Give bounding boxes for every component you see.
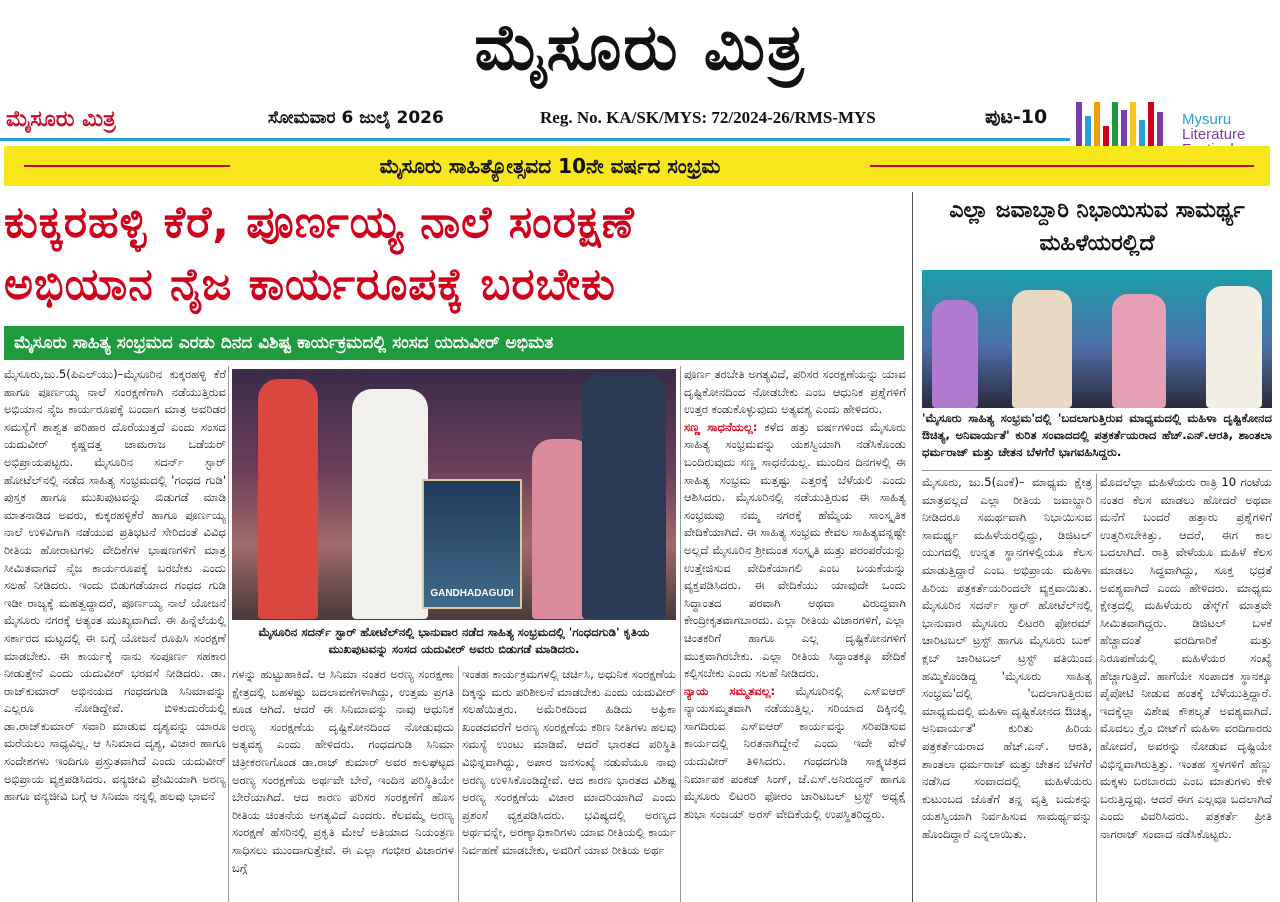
festival-logo-line2: Literature (1182, 126, 1246, 143)
article-subheading: ಸಣ್ಣ ಸಾಧನೆಯಲ್ಲ: (684, 419, 758, 434)
newspaper-title: ಮೈಸೂರು ಮಿತ್ರ (474, 10, 806, 85)
main-headline (4, 192, 904, 318)
main-article-column-1 (4, 366, 226, 902)
section-banner (4, 146, 1270, 186)
person-figure (932, 300, 978, 408)
book-cover-poster (422, 479, 522, 609)
side-article-column-2 (1100, 474, 1272, 902)
column-divider (458, 666, 459, 902)
person-figure (1112, 294, 1166, 408)
article-text: ಇಂತಹ ಕಾರ್ಯಕ್ರಮಗಳಲ್ಲಿ ಚರ್ಚಿಸಿ, ಅಧುನಿಕ ಸಂರಕ್ಷಣೆಯ ದಿಕ್ಕನ್ನು ಮರು ಪರಿಶೀಲನೆ ಮಾಡಬೇಕು ಎಂದು ಯದುವೀರ್ ಸಲಹೆಯಿತ್ತರು. ಅಮೆರಿಕದಿಂದ ಹಿಡಿದು ಅಫ್ರಿಕಾ ಖಂಡದವರೆಗೆ ಅರಣ್ಯ ಸಂರಕ್ಷಣೆಯ ಕಠಿಣ ನೀತಿಗಳು ಹಲವು ಸಮಸ್ಯೆ ಉಂಟು ಮಾಡಿವೆ. ಆದರೆ ಭಾರತದ ಪರಿಸ್ಥಿತಿ ವಿಭಿನ್ನವಾಗಿದ್ದು, ಅಪಾರ ಜನಸಂಖ್ಯೆ ನಡುವೆಯೂ ನಾವು ಅರಣ್ಯ ಉಳಿಸಿಕೊಂಡಿದ್ದೇವೆ. ಆದ ಕಾರಣ ಭಾರತದ ವಿಶಿಷ್ಟ ಅರಣ್ಯ ಸಂರಕ್ಷಣೆಯ ವಿಚಾರ ಮಾದರಿಯಾಗಿದೆ ಎಂದು ಪ್ರಶಂಸೆ ವ್ಯಕ್ತಪಡಿಸಿದರು. ಭವಿಷ್ಯದಲ್ಲಿ ಅರಣ್ಯದ ಅರ್ಥವನ್ನೇ, ಅರಣ್ಯಾಧಿಕಾರಿಗಳು ಯಾವ ರೀತಿಯಲ್ಲಿ ಕಾರ್ಯ ನಿರ್ವಹಣೆ ಮಾಡಬೇಕು, ಅವರಿಗೆ ಯಾವ ರೀತಿಯ ಅರ್ಥ (462, 667, 676, 857)
column-divider (1096, 474, 1097, 902)
article-text: ಪೂರ್ಣ ತರಬೇತಿ ಅಗತ್ಯವಿದೆ, ಪರಿಸರ ಸಂರಕ್ಷಣೆಯನ್ನು ಯಾವ ದೃಷ್ಟಿಕೋನದಿಂದ ನೋಡಬೇಕು ಎಂಬ ಆಧುನಿಕ ಪ್ರಶ್ನೆಗಳಿಗೆ ಉತ್ತರ ಕಂಡುಕೊಳ್ಳುವುದು ಅತ್ಯವಶ್ಯ ಎಂದು ಹೇಳಿದರು. (684, 367, 906, 417)
masthead (0, 0, 1280, 100)
column-divider (680, 366, 681, 902)
subheadline: ಮೈಸೂರು ಸಾಹಿತ್ಯ ಸಂಭ್ರಮದ ಎರಡು ದಿನದ ವಿಶಿಷ್ಟ ಕಾರ್ಯಕ್ರಮದಲ್ಲಿ ಸಂಸದ ಯದುವೀರ್ ಅಭಿಮತ (4, 326, 904, 360)
main-article-column-4 (684, 366, 906, 902)
small-logo: ಮೈಸೂರು ಮಿತ್ರ (6, 106, 116, 132)
article-text: ಕಳೆದ ಹತ್ತು ವರ್ಷಗಳಿಂದ ಮೈಸೂರು ಸಾಹಿತ್ಯ ಸಂಭ್ರಮವನ್ನು ಯಶಸ್ವಿಯಾಗಿ ನಡೆಸಿಕೊಂಡು ಬಂದಿರುವುದು ಸಣ್ಣ ಸಾಧನೆಯಲ್ಲ. ಮುಂದಿನ ದಿನಗಳಲ್ಲಿ ಈ ಸಾಹಿತ್ಯ ಸಂಭ್ರಮ ಮತ್ತಷ್ಟು ಎತ್ತರಕ್ಕೆ ಬೆಳೆಯಲಿ ಎಂದು ಆಶಿಸಿದರು. ಮೈಸೂರಿನಲ್ಲಿ ನಡೆಯುತ್ತಿರುವ ಈ ಸಾಹಿತ್ಯ ಸಂಭ್ರಮವು ನಮ್ಮ ನಗರಕ್ಕೆ ಹೆಮ್ಮೆಯ ಸಾಂಸ್ಕೃತಿಕ ವೇದಿಕೆಯಾಗಿದೆ. ಈ ಸಾಹಿತ್ಯ ಸಂಭ್ರಮ ಕೇವಲ ಸಾಹಿತ್ಯವನ್ನಷ್ಟೇ ಅಲ್ಲದೆ ಮೈಸೂರಿನ ಶ್ರೀಮಂತ ಸಂಸ್ಕೃತಿ ಮತ್ತು ಪರಂಪರೆಯನ್ನು ಉತ್ತೇಜಿಸುವ ವೇದಿಕೆಯಾಗಲಿ ಎಂಬ ಬಯಕೆಯನ್ನು ವ್ಯಕ್ತಪಡಿಸಿದರು. ಈ ವೇದಿಕೆಯು ಯಾವುದೇ ಒಂದು ಸಿದ್ಧಾಂತದ ಪರವಾಗಿ ಅಥವಾ ವಿರುದ್ಧವಾಗಿ ಕೇಂದ್ರೀಕೃತವಾಗಬಾರದು. ಎಲ್ಲಾ ರೀತಿಯ ವಿಚಾರಗಳಿಗೆ, ಎಲ್ಲಾ ಚಿಂತಕರಿಗೆ ಹಾಗೂ ಎಲ್ಲ ದೃಷ್ಟಿಕೋನಗಳಿಗೆ ಮುಕ್ತವಾಗಿರಬೇಕು. ಎಲ್ಲಾ ರೀತಿಯ ಸಿದ್ಧಾಂತಕ್ಕೂ ವೇದಿಕೆ ಕಲ್ಪಿಸಬೇಕು ಎಂದು ಸಲಹೆ ನೀಡಿದರು. (684, 419, 906, 681)
event-photo (232, 369, 676, 620)
main-article-column-2 (232, 666, 454, 902)
person-figure (1206, 286, 1262, 408)
photo-caption: ಮೈಸೂರಿನ ಸದರ್ನ್ ಸ್ಟಾರ್ ಹೋಟೆಲ್‌ನಲ್ಲಿ ಭಾನುವಾರ ನಡೆದ ಸಾಹಿತ್ಯ ಸಂಭ್ರಮದಲ್ಲಿ 'ಗಂಧದಗುಡಿ' ಕೃತಿಯ ಮುಖಪುಟವನ್ನು ಸಂಸದ ಯದುವೀರ್ ಅವರು ಬಿಡುಗಡೆ ಮಾಡಿದರು. (258, 625, 650, 656)
person-figure (352, 389, 428, 619)
issue-date: ಸೋಮವಾರ 6 ಜುಲೈ 2026 (268, 108, 444, 128)
article-text: ಮೊದಲೆಲ್ಲಾ ಮಹಿಳೆಯರು ರಾತ್ರಿ 10 ಗಂಟೆಯ ನಂತರ ಕೆಲಸ ಮಾಡಲು ಹೋದರೆ ಅಥವಾ ಮನೆಗೆ ಬಂದರೆ ಹತ್ತಾರು ಪ್ರಶ್ನೆಗಳಿಗೆ ಉತ್ತರಿಸಬೇಕಿತ್ತು. ಆದರೆ, ಈಗ ಕಾಲ ಬದಲಾಗಿದೆ. ರಾತ್ರಿ ವೇಳೆಯೂ ಮಹಿಳೆ ಕೆಲಸ ಮಾಡಲು ಸಿದ್ಧವಾಗಿದ್ದು, ಸೂಕ್ತ ಭದ್ರತೆ ಅವಶ್ಯವಾಗಿದೆ ಎಂದು ಹೇಳಿದರು. ಮಾಧ್ಯಮ ಕ್ಷೇತ್ರದಲ್ಲಿ ಮಹಿಳೆಯರು ಡೆಸ್ಕ್‌ಗೆ ಮಾತ್ರವೇ ಸೀಮಿತವಾಗಿದ್ದರು. ಡಿಜಿಟಲ್ ಬಳಕೆ ಹೆಚ್ಚಾದಂತೆ ವರದಿಗಾರಿಕೆ ಮತ್ತು ನಿರೂಪಣೆಯಲ್ಲಿ ಮಹಿಳೆಯರ ಸಂಖ್ಯೆ ಹೆಚ್ಚಾಗುತ್ತಿದೆ. ಹಾಗೆಯೇ ಸಂಪಾದಕ ಸ್ಥಾನಕ್ಕೂ ಪೈಪೋಟಿ ನೀಡುವ ಹಂತಕ್ಕೆ ಬೆಳೆಯುತ್ತಿದ್ದಾರೆ. ಇದಕ್ಕೆಲ್ಲಾ ವಿಶೇಷ ಕೌಶಲ್ಯತೆ ಅವಶ್ಯವಾಗಿದೆ. ಮೊದಲು ಕ್ರೈಂ ಬೀಟ್‌ಗೆ ಮಹಿಳಾ ವರದಿಗಾರರು ಹೋದರೆ, ಅವರನ್ನು ನೋಡುವ ದೃಷ್ಟಿಯೇ ವಿಭಿನ್ನವಾಗಿರುತ್ತಿತ್ತು. ಇಂತಹ ಸ್ಥಳಗಳಿಗೆ ಹೆಣ್ಣು ಮಕ್ಕಳು ಬರಬಾರದು ಎಂಬ ಮಾತುಗಳು ಕೇಳಿ ಬರುತ್ತಿದ್ದವು. ಆದರೆ ಈಗ ಎಲ್ಲವೂ ಬದಲಾಗಿದೆ ಎಂದು ವಿವರಿಸಿದರು. ಪತ್ರಕರ್ತೆ ಪ್ರೀತಿ ನಾಗರಾಜ್ ಸಂವಾದ ನಡೆಸಿಕೊಟ್ಟರು. (1100, 475, 1272, 841)
person-figure (582, 373, 666, 619)
banner-rule-left (24, 165, 234, 167)
page-number: ಪುಟ-10 (985, 106, 1048, 128)
side-divider (922, 470, 1272, 471)
person-figure (1012, 290, 1072, 408)
registration-number: Reg. No. KA/SK/MYS: 72/2024-26/RMS-MYS (540, 108, 876, 127)
festival-logo-line1: Mysuru (1182, 111, 1232, 128)
side-story-headline: ಎಲ್ಲಾ ಜವಾಬ್ದಾರಿ ನಿಭಾಯಿಸುವ ಸಾಮರ್ಥ್ಯ ಮಹಿಳೆಯರಲ್ಲಿದೆ (949, 198, 1245, 256)
article-subheading: ನ್ಯಾಯ ಸಮ್ಮತವಲ್ಲ: (684, 683, 776, 698)
poster-title: GANDHADAGUDI (430, 588, 514, 599)
person-figure (258, 379, 318, 619)
top-divider (0, 138, 1070, 141)
side-article-column-1 (922, 474, 1092, 902)
headline-line-1: ಕುಕ್ಕರಹಳ್ಳಿ ಕೆರೆ, ಪೂರ್ಣಯ್ಯ ನಾಲೆ ಸಂರಕ್ಷಣೆ (4, 197, 635, 248)
side-photo-caption: 'ಮೈಸೂರು ಸಾಹಿತ್ಯ ಸಂಭ್ರಮ'ದಲ್ಲಿ 'ಬದಲಾಗುತ್ತಿರುವ ಮಾಧ್ಯಮದಲ್ಲಿ ಮಹಿಳಾ ದೃಷ್ಟಿಕೋನದ ಔಚಿತ್ಯ, ಅನಿವಾರ್ಯತೆ' ಕುರಿತ ಸಂವಾದದಲ್ಲಿ ಪತ್ರಕರ್ತೆಯರಾದ ಹೆಚ್.ಎನ್.ಆರತಿ, ಶಾಂತಲಾ ಧರ್ಮರಾಜ್ ಮತ್ತು ಚೇತನ ಬೆಳಗೆರೆ ಭಾಗವಹಿಸಿದ್ದರು. (922, 411, 1272, 459)
section-divider (912, 192, 913, 902)
article-text: ಮೈಸೂರು, ಜು.5(ಎಂಕೆ)– ಮಾಧ್ಯಮ ಕ್ಷೇತ್ರ ಮಾತ್ರವಲ್ಲದೆ ಎಲ್ಲಾ ರೀತಿಯ ಜವಾಬ್ದಾರಿ ನೀಡಿದರೂ ಸಮರ್ಥವಾಗಿ ನಿಭಾಯಿಸುವ ಸಾಮರ್ಥ್ಯ ಮಹಿಳೆಯರಲ್ಲಿದ್ದು, ಡಿಜಿಟಲ್ ಯುಗದಲ್ಲಿ ಉನ್ನತ ಸ್ಥಾನಗಳಲ್ಲಿಯೂ ಕೆಲಸ ಮಾಡುತ್ತಿದ್ದಾರೆ ಎಂಬ ಅಭಿಪ್ರಾಯ ಮಹಿಳಾ ಹಿರಿಯ ಪತ್ರಕರ್ತೆಯರಿಂದಲೇ ವ್ಯಕ್ತವಾಯಿತು. ಮೈಸೂರಿನ ಸದರ್ನ್ ಸ್ಟಾರ್ ಹೋಟೆಲ್‌ನಲ್ಲಿ ಭಾನುವಾರ ಮೈಸೂರು ಲಿಟರರಿ ಫೋರಮ್ ಚಾರಿಟಬಲ್ ಟ್ರಸ್ಟ್ ಹಾಗೂ ಮೈಸೂರು ಬುಕ್ ಕ್ಲಬ್ ಚಾರಿಟಬಲ್ ಟ್ರಸ್ಟ್ ವತಿಯಿಂದ ಹಮ್ಮಿಕೊಂಡಿದ್ದ 'ಮೈಸೂರು ಸಾಹಿತ್ಯ ಸಂಭ್ರಮ'ದಲ್ಲಿ 'ಬದಲಾಗುತ್ತಿರುವ ಮಾಧ್ಯಮದಲ್ಲಿ ಮಹಿಳಾ ದೃಷ್ಟಿಕೋನದ ಔಚಿತ್ಯ, ಅನಿವಾರ್ಯತೆ' ಕುರಿತು ಹಿರಿಯ ಪತ್ರಕರ್ತೆಯರಾದ ಹೆಚ್.ಎನ್. ಆರತಿ, ಶಾಂತಲಾ ಧರ್ಮರಾಜ್ ಮತ್ತು ಚೇತನ ಬೆಳಗೆರೆ ನಡೆಸಿದ ಸಂವಾದದಲ್ಲಿ ಮಹಿಳೆಯರು ಕುಟುಂಬದ ಜೊತೆಗೆ ತನ್ನ ವೃತ್ತಿ ಬದುಕನ್ನು ಯಶಸ್ವಿಯಾಗಿ ನಿರ್ವಹಿಸುವ ಸಾಮರ್ಥ್ಯವನ್ನು ಹೊಂದಿದ್ದಾರೆ ಎನ್ನಲಾಯಿತು. (922, 475, 1092, 841)
main-article-column-3 (462, 666, 676, 902)
article-text: ಮೈಸೂರಿನಲ್ಲಿ ಎಸ್‌ಐಆರ್ ನ್ಯಾಯಸಮ್ಮತವಾಗಿ ನಡೆಯುತ್ತಿಲ್ಲ. ಸರಿಯಾದ ದಿಕ್ಕಿನಲ್ಲಿ ಸಾಗದಿರುವ ಎಸ್‌ಐಆರ್ ಕಾರ್ಯವನ್ನು ಸರಿಪಡಿಸುವ ಕಾರ್ಯದಲ್ಲಿ ನಿರತನಾಗಿದ್ದೇನೆ ಎಂದು ಇದೇ ವೇಳೆ ಯದುವೀರ್ ತಿಳಿಸಿದರು. ಗಂಧದಗುಡಿ ಸಾಕ್ಷ್ಯಚಿತ್ರದ ನಿರ್ಮಾಪಕ ಪಂಕಜ್ ಸಿಂಗ್, ಜೆ.ಎಸ್.ಅನಿರುದ್ಧನ್ ಹಾಗೂ ಮೈಸೂರು ಲಿಟರರಿ ಫೋರಂ ಚಾರಿಟಬಲ್ ಟ್ರಸ್ಟ್ ಅಧ್ಯಕ್ಷೆ ಶುಭಾ ಸಂಜಯ್ ಅರಸ್ ವೇದಿಕೆಯಲ್ಲಿ ಉಪಸ್ಥಿತರಿದ್ದರು. (684, 683, 906, 821)
banner-rule-right (864, 165, 1254, 167)
headline-line-2: ಅಭಿಯಾನ ನೈಜ ಕಾರ್ಯರೂಪಕ್ಕೆ ಬರಬೇಕು (4, 259, 616, 310)
panel-discussion-photo (922, 270, 1272, 408)
column-divider (228, 366, 229, 902)
article-text: ಮೈಸೂರು,ಜು.5(ಪಿಎಲ್‌ಯು)–ಮೈಸೂರಿನ ಕುಕ್ಕರಹಳ್ಳಿ ಕೆರೆ ಹಾಗೂ ಪೂರ್ಣಯ್ಯ ನಾಲೆ ಸಂರಕ್ಷಣೆಗಾಗಿ ನಡೆಯುತ್ತಿರುವ ಅಭಿಯಾನ ನೈಜ ಕಾರ್ಯರೂಪಕ್ಕೆ ಬಂದಾಗ ಮಾತ್ರ ಅವರಿಡರ ಸಮಸ್ಯೆಗೆ ಶಾಶ್ವತ ಪರಿಹಾರ ದೊರೆಯುತ್ತದೆ ಎಂದು ಸಂಸದ ಯದುವೀರ್ ಕೃಷ್ಣದತ್ತ ಚಾಮರಾಜ ಒಡೆಯರ್ ಅಭಿಪ್ರಾಯಪಟ್ಟರು. ಮೈಸೂರಿನ ಸದರ್ನ್ ಸ್ಟಾರ್ ಹೋಟೆಲ್‌ನಲ್ಲಿ ನಡೆದ ಸಾಹಿತ್ಯ ಸಂಭ್ರಮದಲ್ಲಿ 'ಗಂಧದ ಗುಡಿ' ಪುಸ್ತಕ ಹಾಗೂ ಮುಖಪುಟವನ್ನು ಬಿಡುಗಡೆ ಮಾಡಿ ಮಾತನಾಡಿದ ಅವರು, ಕುಕ್ಕರಹಳ್ಳಿಕೆರೆ ಹಾಗೂ ಪೂರ್ಣಯ್ಯ ನಾಲೆ ಉಳಿವಿಗಾಗಿ ನಡೆಯುವ ಪ್ರತಿಭಟನೆ ಸೇರಿದಂತೆ ವಿವಿಧ ರೀತಿಯ ಹೋರಾಟಗಳು ವೇದಿಕೆಗಳ ಭಾಷಣಗಳಿಗೆ ಮಾತ್ರ ಸೀಮಿತವಾಗದೆ ನೈಜ ಕಾರ್ಯರೂಪಕ್ಕೆ ಬರಬೇಕು ಎಂದು ಸಲಹೆ ನೀಡಿದರು. ಇಂದು ಬಿಡುಗಡೆಯಾದ ಗಂಧದ ಗುಡಿ ಇಡೀ ರಾಜ್ಯಕ್ಕೆ ಮಹತ್ವದ್ದಾದರೆ, ಪೂರ್ಣಯ್ಯ ನಾಲೆ ಯೋಜನೆ ಮೈಸೂರು ನಗರಕ್ಕೆ ಅತ್ಯಂತ ಮುಖ್ಯವಾಗಿದೆ. ಈ ಹಿನ್ನೆಲೆಯಲ್ಲಿ ಸರ್ಕಾರದ ಮಟ್ಟದಲ್ಲಿ ಈ ಬಗ್ಗೆ ಯೋಜನೆ ರೂಪಿಸಿ ಸಂರಕ್ಷಣೆ ಮಾಡಬೇಕು. ಈ ಕಾರ್ಯಕ್ಕೆ ನಾನು ಸಂಪೂರ್ಣ ಸಹಕಾರ ನೀಡುತ್ತೇನೆ ಎಂದು ಯದುವೀರ್ ಭರವಸೆ ನೀಡಿದರು. ಡಾ. ರಾಜ್‌ಕುಮಾರ್ ಅಭಿನಯದ ಗಂಧದಗುಡಿ ಸಿನಿಮಾವನ್ನು ಎಲ್ಲರೂ ನೋಡಿದ್ದೇವೆ. ಬಿಳಿಕುದುರೆಯಲ್ಲಿ ಡಾ.ರಾಜ್‌ಕುಮಾರ್ ಸವಾರಿ ಮಾಡುವ ದೃಶ್ಯವನ್ನು ಯಾರೂ ಮರೆಯಲು ಸಾಧ್ಯವಿಲ್ಲ. ಆ ಸಿನಿಮಾದ ದೃಶ್ಯ, ವಿಚಾರ ಹಾಗೂ ಸಂದೇಶಗಳು ಇಂದಿಗೂ ಪ್ರಸ್ತುತವಾಗಿದೆ ಎಂದು ಯದುವೀರ್ ಅಭಿಪ್ರಾಯ ವ್ಯಕ್ತಪಡಿಸಿದರು. ವನ್ಯಜೀವಿ ಪ್ರೇಮಿಯಾಗಿ ಅರಣ್ಯ ಹಾಗೂ ವನ್ಯಜೀವಿ ಬಗ್ಗೆ ಆ ಸಿನಿಮಾ ನನ್ನಲ್ಲಿ ಹಲವು ಭಾವನೆ (4, 367, 226, 804)
article-text: ಗಳನ್ನು ಹುಟ್ಟುಹಾಕಿದೆ. ಆ ಸಿನಿಮಾ ನಂತರ ಅರಣ್ಯ ಸಂರಕ್ಷಣಾ ಕ್ಷೇತ್ರದಲ್ಲಿ ಬಹಳಷ್ಟು ಬದಲಾವಣೆಗಳಾಗಿದ್ದು, ಉತ್ತಮ ಪ್ರಗತಿ ಕೂಡ ಆಗಿದೆ. ಆದರೆ ಈ ಸಿನಿಮಾವನ್ನು ನಾವು ಆಧುನಿಕ ಅರಣ್ಯ ಸಂರಕ್ಷಣೆಯ ದೃಷ್ಟಿಕೋನದಿಂದ ನೋಡುವುದು ಅತ್ಯವಶ್ಯ ಎಂದು ಹೇಳಿದರು. ಗಂಧದಗುಡಿ ಸಿನಿಮಾ ಚಿತ್ರೀಕರಣಗೊಂಡ ಡಾ.ರಾಜ್ ಕುಮಾರ್ ಅವರ ಕಾಲಘಟ್ಟದ ಅರಣ್ಯ ಸಂರಕ್ಷಣೆಯ ಅರ್ಥವೇ ಬೇರೆ, ಇಂದಿನ ಪರಿಸ್ಥಿತಿಯೇ ಬೇರೆಯಾಗಿದೆ. ಆದ ಕಾರಣ ಪರಿಸರ ಸಂರಕ್ಷಣೆಗೆ ಹೊಸ ರೀತಿಯ ಚಿಂತನೆಯ ಅಗತ್ಯವಿದೆ ಎಂದರು. ಕೆಲವಮ್ಮೆ ಅರಣ್ಯ ಸಂರಕ್ಷಣೆ ಹೆಸರಿನಲ್ಲಿ ಪ್ರಕೃತಿ ಮೇಲೆ ಅತಿಯಾದ ನಿಯಂತ್ರಣ ಸಾಧಿಸಲು ಮುಂದಾಗುತ್ತೇವೆ. ಈ ಎಲ್ಲಾ ಗಂಭೀರ ವಿಚಾರಗಳ ಬಗ್ಗೆ (232, 667, 454, 875)
banner-label: ಮೈಸೂರು ಸಾಹಿತ್ಯೋತ್ಸವದ 10ನೇ ವರ್ಷದ ಸಂಭ್ರಮ (230, 150, 870, 182)
